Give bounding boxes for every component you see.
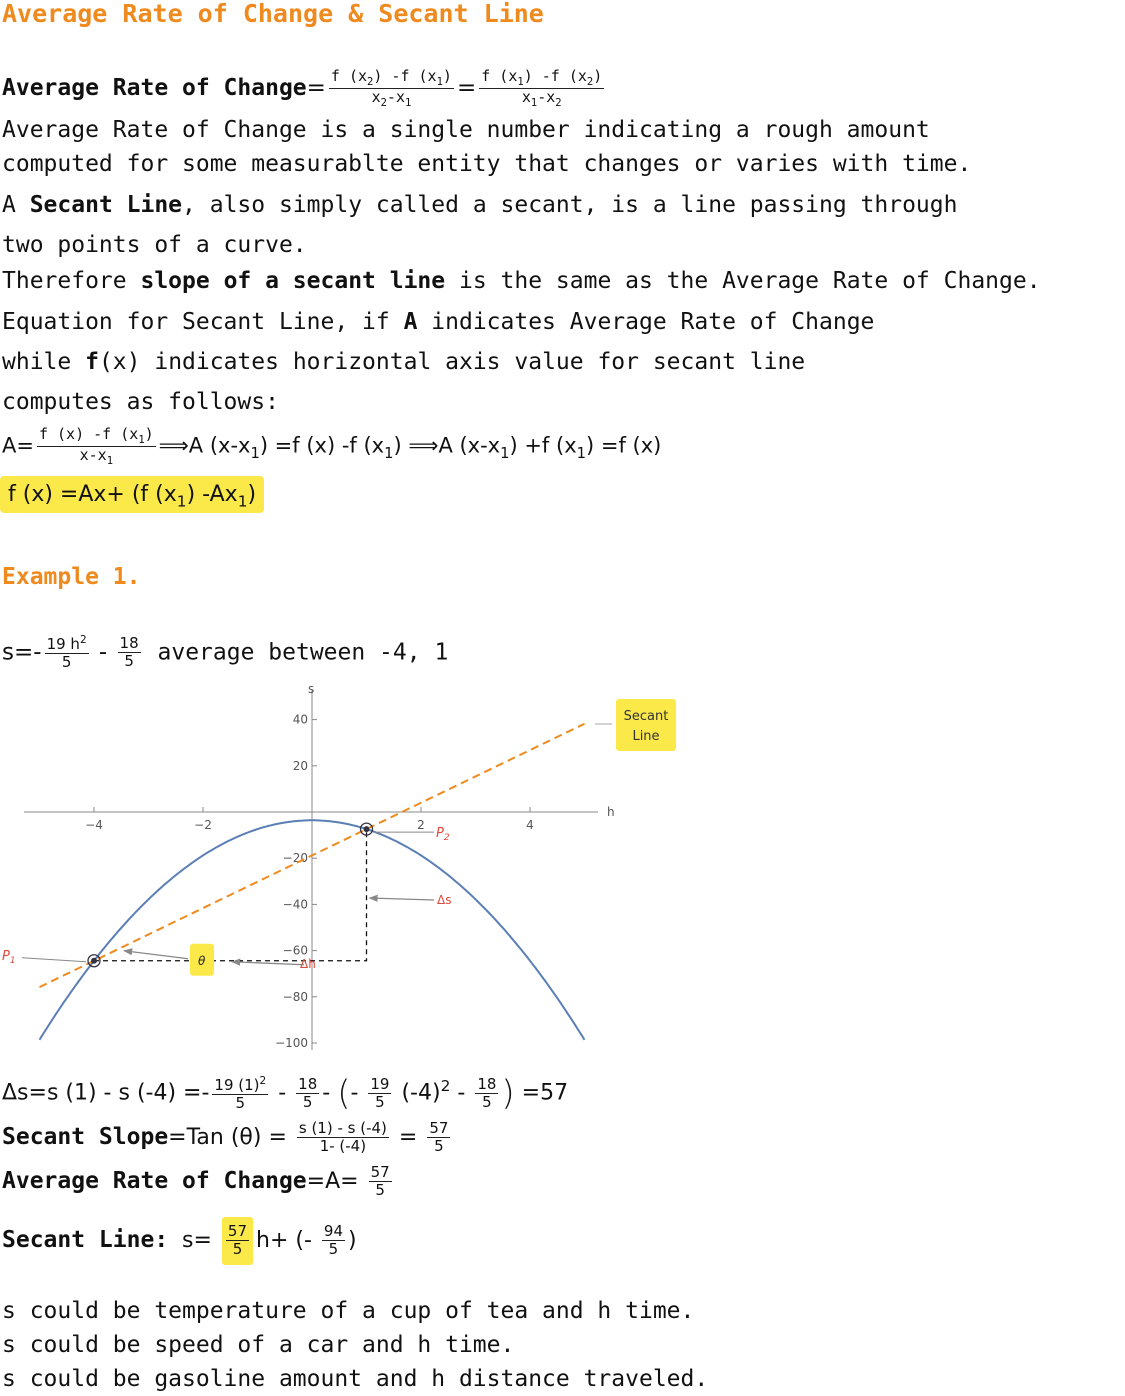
legend-label-line1: Secant (623, 709, 669, 724)
delta-h-arrow (232, 962, 304, 965)
y-tick-label: 40 (292, 712, 308, 727)
aroc-formula-label: Average Rate of Change (2, 75, 307, 102)
p2-label: $P_2$ (436, 826, 450, 844)
paragraph-1: Average Rate of Change is a single number indicating a rough amount (2, 117, 930, 143)
x-axis-label: h (607, 805, 615, 819)
delta-s-label: Δs (437, 893, 452, 907)
paragraph-6: Equation for Secant Line, if A indicates Average Rate of Change (2, 309, 875, 335)
fraction-2: $\frac{f (x_1) -f (x_2)}{x_1-x_2}$ (481, 67, 603, 110)
page-title: Average Rate of Change & Secant Line (2, 0, 544, 28)
aroc-result-line: Average Rate of Change=A= $\frac{57}{5}$ (2, 1163, 390, 1200)
y-tick-label: 20 (292, 758, 308, 773)
paragraph-2: computed for some measurablte entity that changes or varies with time. (2, 151, 972, 177)
secant-line-result: Secant Line: s= $\frac{57}{5}$ h+ (- $\frac{94}{5}$ ) (2, 1217, 357, 1265)
y-tick-label: −20 (282, 851, 308, 866)
y-tick-label: −40 (282, 897, 308, 912)
aroc-formula: Average Rate of Change= $\frac{f (x_2) -f (x_1)}{x_2-x_1}$ = $\frac{f (x_1) -f (x_2)}{x_1-x_2}$ (2, 67, 603, 110)
example-function: s=- $\frac{19 h^2}{5}$ - $\frac{18}{5}$ average between -4, 1 (2, 634, 449, 672)
paragraph-8: computes as follows: (2, 389, 279, 415)
y-tick-label: −100 (275, 1036, 308, 1050)
x-tick-label: −4 (85, 818, 103, 832)
example-line-1: s could be temperature of a cup of tea and h time. (2, 1298, 695, 1324)
paragraph-4: two points of a curve. (2, 232, 307, 258)
paragraph-3: A Secant Line, also simply called a secant, is a line passing through (2, 192, 958, 218)
secant-equation-highlight: f (x) =Ax+ (f $(x_1)$ $-Ax_1$) (0, 480, 264, 516)
delta-h-label: Δh (300, 956, 316, 971)
paragraph-5: Therefore slope of a secant line is the same as the Average Rate of Change. (2, 268, 1041, 294)
secant-chart (0, 682, 700, 1052)
example-line-3: s could be gasoline amount and h distance traveled. (2, 1366, 709, 1392)
example-title: Example 1. (2, 564, 141, 590)
derivation-formula: A= $\frac{f (x) -f (x_1)}{x-x_1}$ ⟹A $(x-x_1) =f$ (x) -f $(x_1)$ ⟹A $(x-x_1) +f$ $(x_1) =f$ (x) (2, 425, 662, 468)
fraction-1: $\frac{f (x_2) -f (x_1)}{x_2-x_1}$ (330, 67, 452, 110)
point-p1 (91, 958, 97, 964)
theta-label: θ (198, 953, 206, 968)
example-line-2: s could be speed of a car and h time. (2, 1332, 515, 1358)
y-axis-label: s (308, 682, 315, 696)
point-p2 (364, 826, 370, 832)
y-tick-label: −60 (282, 943, 308, 958)
x-tick-label: 2 (417, 818, 425, 832)
x-tick-label: 4 (526, 818, 534, 832)
p1-label: $P_1$ (2, 948, 16, 966)
paragraph-7: while f(x) indicates horizontal axis value for secant line (2, 349, 806, 375)
theta-arrow (124, 951, 188, 959)
y-tick-label: −80 (282, 989, 308, 1004)
secant-slope-line: Secant Slope=Tan (θ) = $\frac{s (1) - s (-4)}{1- (-4)}$ = $\frac{57}{5}$ (2, 1119, 449, 1156)
x-tick-label: −2 (194, 818, 212, 832)
delta-s-arrow (370, 898, 435, 900)
delta-s-computation: Δs=s (1) - s (-4) =- $\frac{19 (1)^2}{5}$ - $\frac{18}{5}$ - (- $\frac{19}{5}$ $(-4)^2$ - $\frac{18}{5}$ ) =57 (2, 1073, 569, 1114)
legend-label-line2: Line (632, 729, 660, 744)
p1-leader (22, 958, 86, 962)
